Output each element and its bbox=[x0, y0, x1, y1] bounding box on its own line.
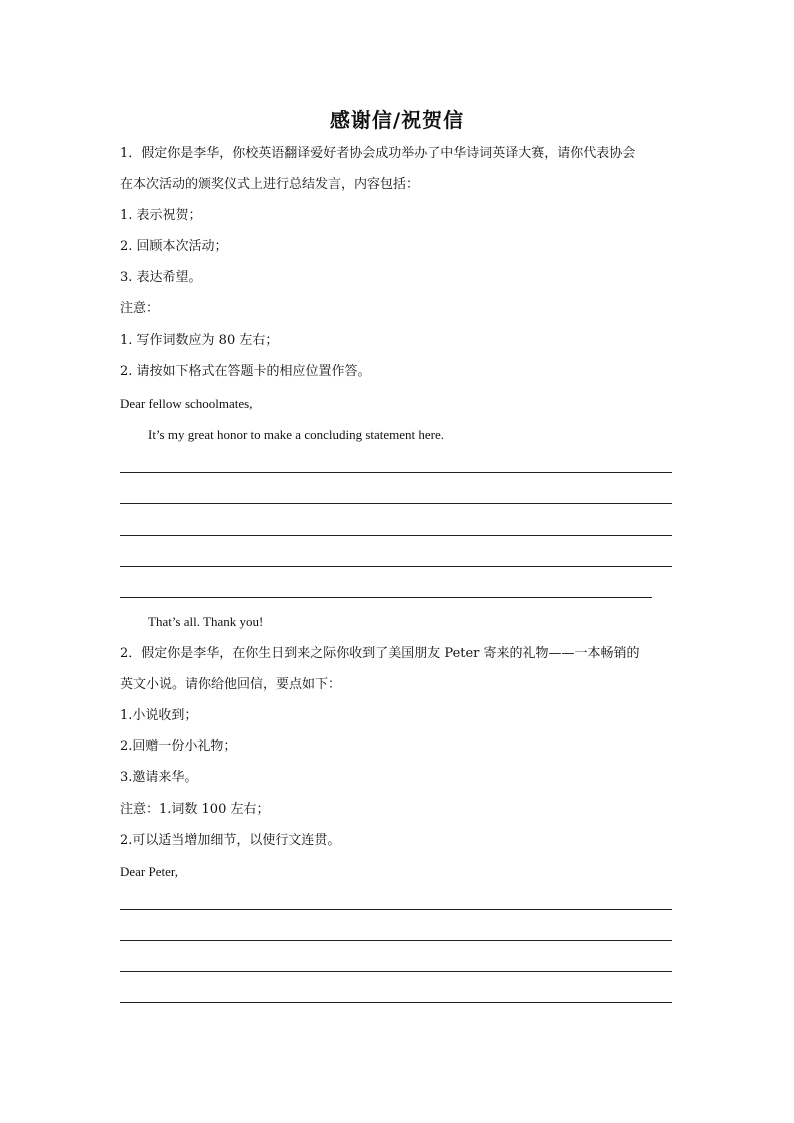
q1-answer-line[interactable] bbox=[120, 472, 672, 473]
q2-answer-line[interactable] bbox=[120, 971, 672, 972]
q1-answer-line[interactable] bbox=[120, 535, 672, 536]
q2-answer-line[interactable] bbox=[120, 1002, 672, 1003]
q1-point-3: 3. 表达希望。 bbox=[120, 270, 202, 285]
q2-point-2: 2.回赠一份小礼物； bbox=[120, 739, 237, 754]
q2-note-1: 注意：1.词数 100 左右； bbox=[120, 802, 270, 817]
page-title: 感谢信/祝贺信 bbox=[329, 108, 465, 132]
q1-point-1: 1. 表示祝贺； bbox=[120, 208, 202, 223]
q2-answer-line[interactable] bbox=[120, 909, 672, 910]
q2-salutation: Dear Peter, bbox=[120, 864, 178, 879]
q1-note-label: 注意： bbox=[120, 301, 160, 316]
q1-answer-line[interactable] bbox=[120, 503, 672, 504]
q1-prompt-line1: 1．假定你是李华，你校英语翻译爱好者协会成功举办了中华诗词英译大赛，请你代表协会 bbox=[120, 146, 636, 161]
q1-point-2: 2. 回顾本次活动； bbox=[120, 239, 228, 254]
q2-point-3: 3.邀请来华。 bbox=[120, 770, 198, 785]
q2-prompt-line1: 2．假定你是李华，在你生日到来之际你收到了美国朋友 Peter 寄来的礼物——一本畅销的 bbox=[120, 646, 640, 661]
q1-salutation: Dear fellow schoolmates, bbox=[120, 396, 253, 411]
q1-prompt-line2: 在本次活动的颁奖仪式上进行总结发言，内容包括： bbox=[120, 177, 420, 192]
q1-answer-line[interactable] bbox=[120, 597, 652, 598]
q1-opening-sentence: It’s my great honor to make a concluding statement here. bbox=[148, 427, 445, 442]
q1-closing: That’s all. Thank you! bbox=[148, 614, 264, 629]
q2-answer-line[interactable] bbox=[120, 940, 672, 941]
q2-note-2: 2.可以适当增加细节，以使行文连贯。 bbox=[120, 833, 341, 848]
q1-note-1: 1. 写作词数应为 80 左右； bbox=[120, 333, 279, 348]
q2-point-1: 1.小说收到； bbox=[120, 708, 198, 723]
q1-note-2: 2. 请按如下格式在答题卡的相应位置作答。 bbox=[120, 364, 371, 379]
q2-prompt-line2: 英文小说。请你给他回信，要点如下： bbox=[120, 677, 342, 692]
q1-answer-line[interactable] bbox=[120, 566, 672, 567]
